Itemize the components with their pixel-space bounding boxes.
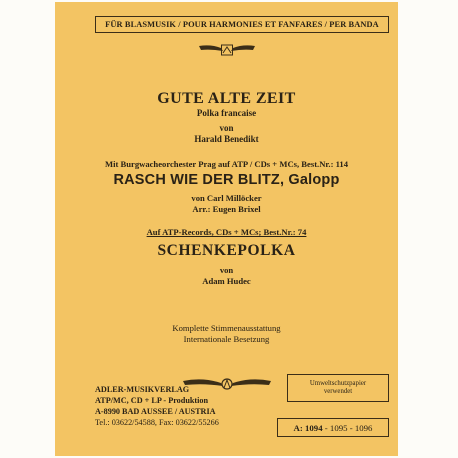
eco-note-line-1: Umweltschutzpapier (309, 380, 367, 387)
publisher-block (95, 384, 219, 428)
genre-band-text: FÜR BLASMUSIK / POUR HARMONIES ET FANFARES / PER BANDA (105, 20, 379, 29)
eco-paper-note (287, 374, 389, 402)
work-1-composer: Harald Benedikt (194, 134, 259, 144)
work-1-subtitle: Polka francaise (196, 108, 257, 118)
work-1-title: GUTE ALTE ZEIT (157, 90, 296, 107)
publisher-name: ADLER-MUSIKVERLAG (95, 385, 190, 394)
work-1-by-word: von (219, 123, 234, 133)
sheet-music-cover (55, 2, 398, 456)
eagle-emblem-icon (197, 40, 257, 60)
work-3-title: SCHENKEPOLKA (157, 242, 296, 259)
genre-band (95, 16, 389, 33)
catalog-number-rest: - 1095 - 1096 (322, 422, 373, 433)
catalog-number-box (277, 418, 389, 437)
publisher-production: ATP/MC, CD + LP - Produktion (95, 396, 209, 405)
work-2-title: RASCH WIE DER BLITZ, Galopp (113, 172, 340, 188)
publisher-contact: Tel.: 03622/54588, Fax: 03622/55266 (95, 418, 219, 427)
work-3-by-word: von (219, 265, 234, 275)
eco-note-line-2: verwendet (323, 388, 353, 395)
edition-line-2: Internationale Besetzung (183, 334, 270, 344)
work-3-recording-note: Auf ATP-Records, CDs + MCs; Best.Nr.: 74 (146, 227, 307, 237)
work-2-recording-note: Mit Burgwacheorchester Prag auf ATP / CDs + MCs, Best.Nr.: 114 (104, 159, 349, 169)
work-2-composer: von Carl Millöcker (191, 193, 262, 203)
edition-line-1: Komplette Stimmenausstattung (172, 323, 281, 333)
work-3-composer: Adam Hudec (202, 276, 251, 286)
work-3-recording-note-row (55, 227, 398, 237)
catalog-number-main: A: 1094 (293, 422, 323, 433)
publisher-address: A-8990 BAD AUSSEE / AUSTRIA (95, 407, 216, 416)
work-2-arranger: Arr.: Eugen Brixel (192, 204, 261, 214)
